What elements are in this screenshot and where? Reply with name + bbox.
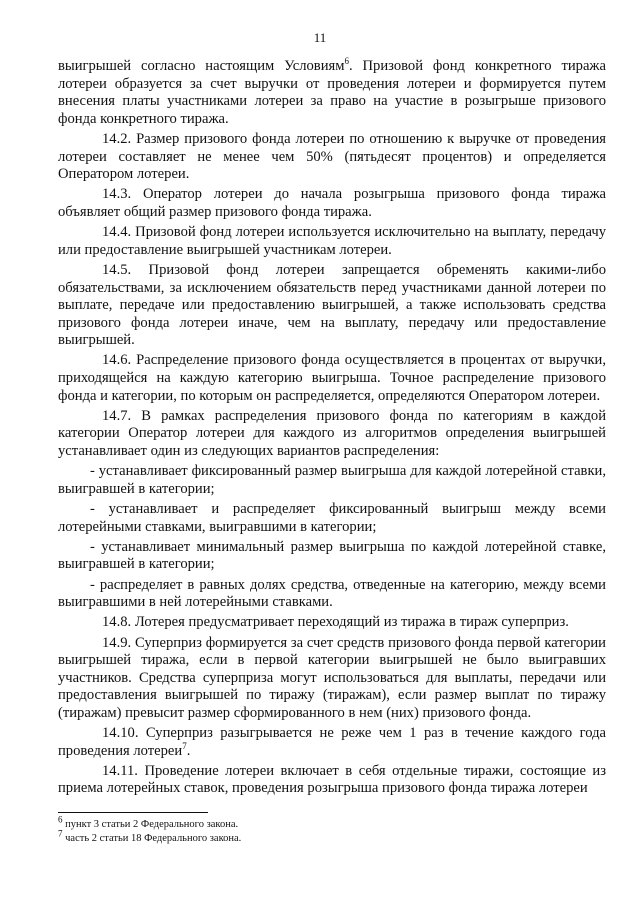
footnote-6: $^6$ пункт 3 статьи 2 Федерального закона. bbox=[58, 814, 239, 830]
paragraph-14-6: 14.6. Распределение призового фонда осуществляется в процентах от выручки, приходящейся на каждую категорию выигрыша. Точное распределение призового фонда и категории, по которым он распределяется, определяются Оператором лотереи. bbox=[58, 352, 606, 404]
list-item: - устанавливает фиксированный размер выигрыша для каждой лотерейной ставки, выигравшей в категории; bbox=[58, 463, 606, 497]
paragraph-14-11: 14.11. Проведение лотереи включает в себя отдельные тиражи, состоящие из приема лотерейных ставок, проведения розыгрыша призового фонда тиража лотереи bbox=[58, 762, 606, 797]
footnote-7: $^7$ часть 2 статьи 18 Федерального закона. bbox=[58, 828, 242, 844]
paragraph-14-8: 14.8. Лотерея предусматривает переходящий из тиража в тираж суперприз. bbox=[102, 614, 569, 631]
footnote-divider bbox=[58, 812, 208, 813]
list-item: - распределяет в равных долях средства, отведенные на категорию, между всеми выигравшими в ней лотерейными ставками. bbox=[58, 576, 606, 611]
paragraph-14-9: 14.9. Суперприз формируется за счет средств призового фонда первой категории выигрышей тиража, если в первой категории выигрышей не было выигравших участников. Средства суперприза могут использоваться для выплаты, передачи или предоставления выигрышей по тиражу (тиражам), если размер выплат по тиражу (тиражам) превысит размер сформированного в нем (них) призового фонда. bbox=[58, 634, 606, 721]
paragraph-14-2: 14.2. Размер призового фонда лотереи по отношению к выручке от проведения лотереи составляет не менее чем 50% (пятьдесят процентов) и определяется Оператором лотереи. bbox=[58, 130, 606, 183]
footnote-ref-6: 6 bbox=[344, 56, 349, 67]
paragraph-14-7: 14.7. В рамках распределения призового фонда по категориям в каждой категории Оператор лотереи для каждого из алгоритмов определения выигрышей устанавливает один из следующих вариантов распределения: bbox=[58, 407, 606, 460]
paragraph-14-3: 14.3. Оператор лотереи до начала розыгрыша призового фонда тиража объявляет общий размер призового фонда тиража. bbox=[58, 186, 606, 220]
paragraph-14-5: 14.5. Призовой фонд лотереи запрещается обременять какими-либо обязательствами, за исключением обязательств перед участниками данной лотереи по выплате, передаче или предоставлению выигрышей, а также использовать средства призового фонда лотереи иначе, чем на выплату, передачу или предоставление выигрышей. bbox=[58, 261, 606, 349]
list-item: - устанавливает и распределяет фиксированный выигрыш между всеми лотерейными ставками, выигравшими в категории; bbox=[58, 501, 606, 535]
paragraph-14-10: 14.10. Суперприз разыгрывается не реже чем 1 раз в течение каждого года проведения лотереи$^7$. bbox=[58, 725, 606, 759]
page-number: 11 bbox=[313, 30, 327, 45]
document-body bbox=[58, 58, 606, 801]
paragraph-continuation: выигрышей согласно настоящим Условиям$^6$. Призовой фонд конкретного тиража лотереи образуется за счет выручки от проведения лотереи и формируется путем внесения платы участниками лотереи за право на участие в розыгрыше призового фонда конкретного тиража. bbox=[58, 56, 606, 127]
list-item: - устанавливает минимальный размер выигрыша по каждой лотерейной ставке, выигравшей в категории; bbox=[58, 538, 606, 573]
footnote-ref-7: 7 bbox=[182, 740, 187, 751]
footnotes bbox=[58, 814, 242, 846]
paragraph-14-4: 14.4. Призовой фонд лотереи используется исключительно на выплату, передачу или предоставление выигрышей участникам лотереи. bbox=[58, 224, 606, 258]
